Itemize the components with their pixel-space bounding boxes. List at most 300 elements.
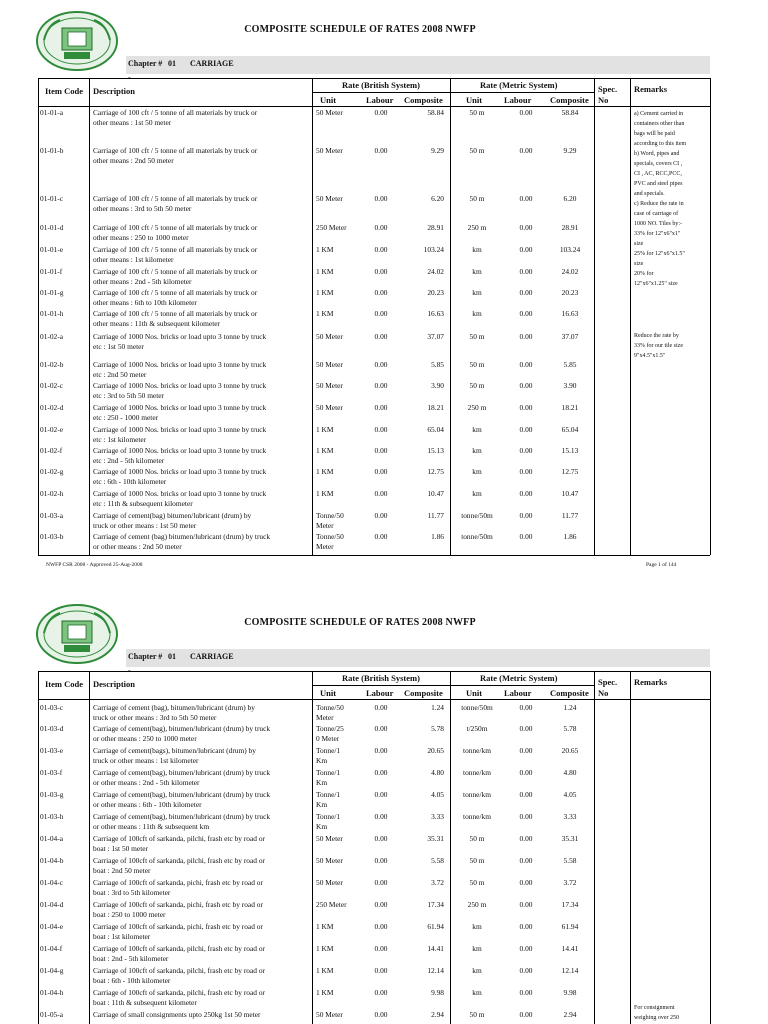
unit-metric: 50 m — [469, 878, 485, 887]
header-metric-unit: Unit — [466, 688, 483, 698]
unit-metric: 250 m — [467, 900, 487, 909]
composite-british: 58.84 — [427, 108, 444, 117]
unit-metric: tonne/50m — [461, 532, 493, 541]
unit-metric: km — [472, 966, 482, 975]
composite-british: 9.29 — [431, 146, 444, 155]
chapter-number: 01 — [168, 652, 176, 661]
chapter-bar — [126, 649, 710, 667]
unit-metric: tonne/km — [463, 768, 491, 777]
remark-line: CI , AC, RCC,PCC, — [634, 171, 682, 177]
labour-british: 0.00 — [374, 194, 388, 203]
header-description: Description — [93, 86, 136, 96]
item-code: 01-02-b — [40, 360, 64, 369]
unit-metric: km — [472, 245, 482, 254]
grid-line — [594, 78, 595, 555]
header-spec-no: No — [598, 95, 609, 105]
item-description: Carriage of 100cft of sarkanda, pichi, frash etc by road or boat : 250 to 1000 meter — [93, 900, 263, 919]
labour-metric: 0.00 — [519, 425, 533, 434]
remark-line: bags will be paid — [634, 131, 675, 137]
labour-british: 0.00 — [374, 768, 388, 777]
labour-metric: 0.00 — [519, 288, 533, 297]
labour-british: 0.00 — [374, 489, 388, 498]
item-code: 01-01-e — [40, 245, 63, 254]
item-code: 01-03-d — [40, 724, 64, 733]
item-description: Carriage of 100cft of sarkanda, pichi, frash etc by road or boat : 3rd to 5th kilometer — [93, 878, 263, 897]
item-code: 01-04-d — [40, 900, 64, 909]
labour-metric: 0.00 — [519, 532, 533, 541]
composite-metric: 11.77 — [561, 511, 579, 520]
remark-line: 9"x4.5"x1.5" — [634, 353, 666, 359]
composite-metric: 6.20 — [563, 194, 577, 203]
header-british-system: Rate (British System) — [342, 80, 420, 90]
item-description: Carriage of 100cft of sarkanda, pichi, frash etc by road or boat : 1st kilometer — [93, 922, 263, 941]
composite-metric: 10.47 — [561, 489, 579, 498]
item-description: Carriage of cement(bag), bitumen/lubricant (drum) by truck or other means : 2nd - 5th kilometer — [93, 768, 271, 787]
item-code: 01-03-e — [40, 746, 63, 755]
labour-british: 0.00 — [374, 790, 388, 799]
composite-metric: 4.80 — [563, 768, 577, 777]
labour-metric: 0.00 — [519, 834, 533, 843]
unit-metric: 50 m — [469, 332, 485, 341]
item-code: 01-05-a — [40, 1010, 63, 1019]
labour-metric: 0.00 — [519, 108, 533, 117]
composite-british: 17.34 — [427, 900, 444, 909]
header-spec-no: No — [598, 688, 609, 698]
unit-british: 50 Meter — [316, 108, 343, 117]
footer-page-number: Page 1 of 144 — [646, 562, 677, 568]
labour-british: 0.00 — [374, 511, 388, 520]
item-description: Carriage of 100cft of sarkanda, pilchi, frash etc by road or boat : 6th - 10th kilometer — [93, 966, 265, 985]
composite-metric: 2.94 — [563, 1010, 577, 1019]
composite-british: 5.78 — [431, 724, 444, 733]
composite-metric: 28.91 — [561, 223, 579, 232]
unit-british: Tonne/25 0 Meter — [316, 724, 344, 743]
labour-british: 0.00 — [374, 878, 388, 887]
composite-british: 3.33 — [431, 812, 444, 821]
grid-line — [89, 78, 90, 555]
chapter-dash: - — [128, 666, 131, 675]
composite-british: 6.20 — [431, 194, 444, 203]
item-code: 01-03-h — [40, 812, 64, 821]
item-code: 01-02-e — [40, 425, 63, 434]
header-metric-composite: Composite — [550, 95, 589, 105]
remark-line: specials, covers CI , — [634, 161, 683, 167]
chapter-label: Chapter # — [128, 59, 163, 68]
labour-british: 0.00 — [374, 1010, 388, 1019]
item-code: 01-04-h — [40, 988, 64, 997]
chapter-name: CARRIAGE — [190, 59, 234, 68]
unit-metric: km — [472, 446, 482, 455]
unit-british: 1 KM — [316, 446, 334, 455]
unit-british: 1 KM — [316, 245, 334, 254]
grid-line — [312, 671, 313, 1024]
item-description: Carriage of 1000 Nos. bricks or load upto 3 tonne by truck etc : 1st kilometer — [93, 425, 267, 444]
grid-line — [38, 671, 39, 1024]
header-composite: Composite — [404, 688, 443, 698]
item-description: Carriage of cement(bags), bitumen/lubricant (drum) by truck or other means : 1st kilometer — [93, 746, 256, 765]
item-description: Carriage of 1000 Nos. bricks or load upto 3 tonne by truck etc : 1st 50 meter — [93, 332, 267, 351]
item-code: 01-01-f — [40, 267, 63, 276]
labour-metric: 0.00 — [519, 381, 533, 390]
nwfp-logo-icon — [34, 10, 120, 72]
header-unit: Unit — [320, 688, 337, 698]
composite-metric: 9.29 — [563, 146, 577, 155]
unit-metric: 250 m — [467, 223, 487, 232]
unit-british: 1 KM — [316, 944, 334, 953]
composite-metric: 17.34 — [561, 900, 579, 909]
unit-british: 50 Meter — [316, 856, 343, 865]
labour-metric: 0.00 — [519, 489, 533, 498]
unit-metric: km — [472, 288, 482, 297]
labour-british: 0.00 — [374, 245, 388, 254]
composite-british: 11.77 — [427, 511, 444, 520]
item-description: Carriage of 100cft of sarkanda, pilchi, frash etc by road or boat : 2nd - 5th kilometer — [93, 944, 265, 963]
item-description: Carriage of 100 cft / 5 tonne of all materials by truck or other means : 250 to 1000 meter — [93, 223, 258, 242]
item-description: Carriage of 100 cft / 5 tonne of all materials by truck or other means : 6th to 10th kilometer — [93, 288, 258, 307]
labour-british: 0.00 — [374, 922, 388, 931]
remark-line: size — [634, 241, 644, 247]
remark-line: 1000 NO. Tiles by:- — [634, 221, 683, 227]
unit-metric: tonne/km — [463, 746, 491, 755]
composite-british: 14.41 — [427, 944, 444, 953]
composite-british: 4.05 — [431, 790, 444, 799]
item-description: Carriage of cement (bag) bitumen/lubricant (drum) by truck or other means : 2nd 50 meter — [93, 532, 271, 551]
composite-metric: 15.13 — [561, 446, 579, 455]
item-description: Carriage of cement(bag), bitumen/lubricant (drum) by truck or other means : 11th & subsequent km — [93, 812, 271, 831]
labour-metric: 0.00 — [519, 944, 533, 953]
labour-metric: 0.00 — [519, 966, 533, 975]
composite-british: 16.63 — [427, 309, 444, 318]
labour-metric: 0.00 — [519, 403, 533, 412]
unit-british: 50 Meter — [316, 1010, 343, 1019]
labour-metric: 0.00 — [519, 1010, 533, 1019]
unit-british: 1 KM — [316, 966, 334, 975]
header-metric-unit: Unit — [466, 95, 483, 105]
labour-british: 0.00 — [374, 360, 388, 369]
unit-metric: km — [472, 267, 482, 276]
unit-british: Tonne/1 Km — [316, 790, 341, 809]
composite-british: 5.58 — [431, 856, 444, 865]
remark-line: according to this item — [634, 141, 687, 147]
header-metric-labour: Labour — [504, 95, 532, 105]
labour-metric: 0.00 — [519, 922, 533, 931]
item-description: Carriage of 100 cft / 5 tonne of all materials by truck or other means : 1st 50 meter — [93, 108, 258, 127]
labour-british: 0.00 — [374, 425, 388, 434]
item-code: 01-04-b — [40, 856, 64, 865]
labour-metric: 0.00 — [519, 724, 533, 733]
labour-metric: 0.00 — [519, 900, 533, 909]
labour-metric: 0.00 — [519, 988, 533, 997]
unit-metric: 50 m — [469, 381, 485, 390]
unit-british: 1 KM — [316, 988, 334, 997]
composite-metric: 20.65 — [561, 746, 579, 755]
labour-british: 0.00 — [374, 467, 388, 476]
item-code: 01-02-d — [40, 403, 64, 412]
composite-british: 12.14 — [427, 966, 444, 975]
labour-metric: 0.00 — [519, 768, 533, 777]
labour-british: 0.00 — [374, 746, 388, 755]
remark-line: weighing over 250 — [634, 1015, 679, 1021]
item-code: 01-04-e — [40, 922, 63, 931]
item-description: Carriage of 100 cft / 5 tonne of all materials by truck or other means : 11th & subsequent kilometer — [93, 309, 258, 328]
grid-line — [312, 78, 313, 555]
remark-line: c) Reduce the rate in — [634, 201, 684, 207]
unit-british: 1 KM — [316, 267, 334, 276]
chapter-name: CARRIAGE — [190, 652, 234, 661]
labour-british: 0.00 — [374, 834, 388, 843]
labour-british: 0.00 — [374, 267, 388, 276]
composite-metric: 103.24 — [559, 245, 581, 254]
unit-metric: 50 m — [469, 856, 485, 865]
item-description: Carriage of 100 cft / 5 tonne of all materials by truck or other means : 1st kilometer — [93, 245, 258, 264]
labour-british: 0.00 — [374, 381, 388, 390]
composite-metric: 4.05 — [563, 790, 577, 799]
composite-british: 12.75 — [427, 467, 444, 476]
remark-line: case of carriage of — [634, 211, 679, 217]
grid-line — [630, 78, 631, 555]
labour-metric: 0.00 — [519, 790, 533, 799]
composite-metric: 12.14 — [561, 966, 579, 975]
unit-metric: km — [472, 944, 482, 953]
item-description: Carriage of 1000 Nos. bricks or load upto 3 tonne by truck etc : 2nd 50 meter — [93, 360, 267, 379]
labour-metric: 0.00 — [519, 703, 533, 712]
labour-metric: 0.00 — [519, 360, 533, 369]
composite-metric: 12.75 — [561, 467, 579, 476]
unit-british: 50 Meter — [316, 381, 343, 390]
composite-british: 9.98 — [431, 988, 444, 997]
labour-british: 0.00 — [374, 332, 388, 341]
composite-metric: 5.85 — [563, 360, 577, 369]
item-description: Carriage of 100 cft / 5 tonne of all materials by truck or other means : 2nd 50 meter — [93, 146, 258, 165]
item-description: Carriage of 1000 Nos. bricks or load upto 3 tonne by truck etc : 11th & subsequent kilometer — [93, 489, 267, 508]
item-description: Carriage of small consignments upto 250kg 1st 50 meter — [93, 1010, 261, 1019]
labour-british: 0.00 — [374, 146, 388, 155]
unit-metric: 50 m — [469, 108, 485, 117]
unit-british: Tonne/1 Km — [316, 768, 341, 787]
item-description: Carriage of 100cft of sarkanda, pilchi, frash etc by road or boat : 1st 50 meter — [93, 834, 265, 853]
header-labour: Labour — [366, 95, 394, 105]
unit-metric: km — [472, 489, 482, 498]
header-british-system: Rate (British System) — [342, 673, 420, 683]
composite-british: 61.94 — [427, 922, 444, 931]
composite-metric: 65.04 — [561, 425, 579, 434]
header-metric-labour: Labour — [504, 688, 532, 698]
labour-british: 0.00 — [374, 403, 388, 412]
remark-line: b) Word, pipes and — [634, 151, 680, 157]
labour-british: 0.00 — [374, 812, 388, 821]
item-code: 01-03-f — [40, 768, 63, 777]
chapter-label: Chapter # — [128, 652, 163, 661]
unit-british: Tonne/1 Km — [316, 746, 341, 765]
composite-british: 28.91 — [427, 223, 444, 232]
labour-british: 0.00 — [374, 900, 388, 909]
unit-british: 50 Meter — [316, 403, 343, 412]
labour-metric: 0.00 — [519, 511, 533, 520]
item-code: 01-03-a — [40, 511, 63, 520]
remark-line: 25% for 12"x6"x1.5" — [634, 251, 685, 257]
header-item-code: Item Code — [45, 679, 84, 689]
item-code: 01-01-c — [40, 194, 63, 203]
item-code: 01-02-f — [40, 446, 63, 455]
labour-british: 0.00 — [374, 532, 388, 541]
item-description: Carriage of 100cft of sarkanda, pilchi, frash etc by road or boat : 11th & subsequent kilometer — [93, 988, 265, 1007]
item-code: 01-02-a — [40, 332, 63, 341]
composite-metric: 3.90 — [563, 381, 577, 390]
unit-metric: 50 m — [469, 146, 485, 155]
header-unit: Unit — [320, 95, 337, 105]
item-code: 01-04-g — [40, 966, 64, 975]
remark-line: a) Cement carried in — [634, 111, 684, 117]
unit-british: Tonne/50 Meter — [316, 511, 344, 530]
composite-metric: 35.31 — [561, 834, 579, 843]
composite-british: 18.21 — [427, 403, 444, 412]
unit-british: 1 KM — [316, 425, 334, 434]
labour-metric: 0.00 — [519, 746, 533, 755]
item-code: 01-01-h — [40, 309, 64, 318]
composite-british: 37.07 — [427, 332, 444, 341]
composite-british: 10.47 — [427, 489, 444, 498]
item-description: Carriage of 1000 Nos. bricks or load upto 3 tonne by truck etc : 2nd - 5th kilometer — [93, 446, 267, 465]
composite-metric: 9.98 — [563, 988, 577, 997]
item-code: 01-01-d — [40, 223, 64, 232]
item-code: 01-03-b — [40, 532, 64, 541]
item-description: Carriage of 100cft of sarkanda, pilchi, frash etc by road or boat : 2nd 50 meter — [93, 856, 265, 875]
labour-british: 0.00 — [374, 856, 388, 865]
item-description: Carriage of cement(bag), bitumen/lubricant (drum) by truck or other means : 250 to 1000 meter — [93, 724, 271, 743]
unit-british: 1 KM — [316, 309, 334, 318]
item-code: 01-04-f — [40, 944, 63, 953]
unit-metric: tonne/50m — [461, 703, 493, 712]
labour-metric: 0.00 — [519, 267, 533, 276]
composite-british: 1.86 — [431, 532, 444, 541]
header-description: Description — [93, 679, 136, 689]
unit-british: 50 Meter — [316, 194, 343, 203]
unit-metric: 50 m — [469, 360, 485, 369]
unit-british: 50 Meter — [316, 834, 343, 843]
labour-metric: 0.00 — [519, 332, 533, 341]
unit-metric: km — [472, 425, 482, 434]
labour-british: 0.00 — [374, 988, 388, 997]
composite-metric: 3.72 — [563, 878, 577, 887]
composite-metric: 24.02 — [561, 267, 579, 276]
unit-british: 50 Meter — [316, 146, 343, 155]
chapter-bar — [126, 56, 710, 74]
item-description: Carriage of cement(bag) bitumen/lubricant (drum) by truck or other means : 1st 50 meter — [93, 511, 252, 530]
chapter-dash: - — [128, 73, 131, 82]
unit-metric: 250 m — [467, 403, 487, 412]
labour-metric: 0.00 — [519, 856, 533, 865]
remarks-consignment — [634, 1003, 708, 1023]
footer-approval: NWFP CSR 2008 - Approved 25-Aug-2008 — [46, 562, 143, 568]
composite-metric: 1.86 — [563, 532, 577, 541]
composite-british: 15.13 — [427, 446, 444, 455]
composite-british: 20.23 — [427, 288, 444, 297]
unit-metric: 50 m — [469, 194, 485, 203]
remark-line: 20% for — [634, 271, 654, 277]
composite-metric: 5.58 — [563, 856, 577, 865]
unit-metric: tonne/km — [463, 790, 491, 799]
unit-british: 250 Meter — [316, 900, 347, 909]
unit-metric: tonne/km — [463, 812, 491, 821]
labour-metric: 0.00 — [519, 146, 533, 155]
composite-british: 5.85 — [431, 360, 444, 369]
item-code: 01-02-g — [40, 467, 64, 476]
unit-british: Tonne/50 Meter — [316, 532, 344, 551]
header-spec: Spec. — [598, 84, 618, 94]
remarks-tiles — [634, 331, 708, 361]
composite-metric: 58.84 — [561, 108, 579, 117]
labour-british: 0.00 — [374, 966, 388, 975]
labour-metric: 0.00 — [519, 467, 533, 476]
header-metric-composite: Composite — [550, 688, 589, 698]
labour-metric: 0.00 — [519, 878, 533, 887]
composite-metric: 61.94 — [561, 922, 579, 931]
composite-metric: 1.24 — [563, 703, 577, 712]
composite-british: 20.65 — [427, 746, 444, 755]
unit-metric: km — [472, 988, 482, 997]
labour-metric: 0.00 — [519, 223, 533, 232]
remark-line: PVC and steel pipes — [634, 181, 683, 187]
composite-british: 103.24 — [423, 245, 444, 254]
nwfp-logo-icon — [34, 603, 120, 665]
item-description: Carriage of 1000 Nos. bricks or load upto 3 tonne by truck etc : 250 - 1000 meter — [93, 403, 267, 422]
item-description: Carriage of 100 cft / 5 tonne of all materials by truck or other means : 3rd to 5th 50 meter — [93, 194, 258, 213]
grid-line — [630, 671, 631, 1024]
grid-line — [710, 671, 711, 1024]
composite-british: 24.02 — [427, 267, 444, 276]
header-labour: Labour — [366, 688, 394, 698]
document-page-2 — [0, 593, 768, 1024]
item-description: Carriage of 1000 Nos. bricks or load upto 3 tonne by truck etc : 6th - 10th kilometer — [93, 467, 267, 486]
page-title: COMPOSITE SCHEDULE OF RATES 2008 NWFP — [244, 617, 476, 628]
composite-british: 1.24 — [431, 703, 444, 712]
unit-british: 50 Meter — [316, 332, 343, 341]
unit-british: 1 KM — [316, 288, 334, 297]
composite-metric: 16.63 — [561, 309, 579, 318]
item-code: 01-01-g — [40, 288, 64, 297]
grid-line — [89, 671, 90, 1024]
remark-line: containers other than — [634, 121, 685, 127]
labour-british: 0.00 — [374, 703, 388, 712]
labour-british: 0.00 — [374, 944, 388, 953]
grid-line — [38, 78, 39, 555]
labour-british: 0.00 — [374, 724, 388, 733]
header-spec: Spec. — [598, 677, 618, 687]
labour-metric: 0.00 — [519, 194, 533, 203]
grid-line — [594, 671, 595, 1024]
composite-metric: 3.33 — [563, 812, 577, 821]
header-remarks: Remarks — [634, 84, 668, 94]
remarks-cement — [634, 109, 708, 289]
header-composite: Composite — [404, 95, 443, 105]
item-description: Carriage of cement (bag), bitumen/lubricant (drum) by truck or other means : 3rd to 5th 50 meter — [93, 703, 255, 722]
header-remarks: Remarks — [634, 677, 668, 687]
unit-metric: tonne/50m — [461, 511, 493, 520]
unit-british: Tonne/1 Km — [316, 812, 341, 831]
item-code: 01-04-c — [40, 878, 63, 887]
unit-metric: km — [472, 309, 482, 318]
labour-metric: 0.00 — [519, 446, 533, 455]
item-code: 01-01-b — [40, 146, 64, 155]
remark-line: and specials. — [634, 191, 665, 197]
item-code: 01-03-g — [40, 790, 64, 799]
header-metric-system: Rate (Metric System) — [480, 673, 558, 683]
composite-british: 65.04 — [427, 425, 444, 434]
remark-line: For consignment — [634, 1005, 675, 1011]
unit-british: 1 KM — [316, 922, 334, 931]
labour-metric: 0.00 — [519, 309, 533, 318]
remark-line: 12"x6"x1.25" size — [634, 281, 678, 287]
